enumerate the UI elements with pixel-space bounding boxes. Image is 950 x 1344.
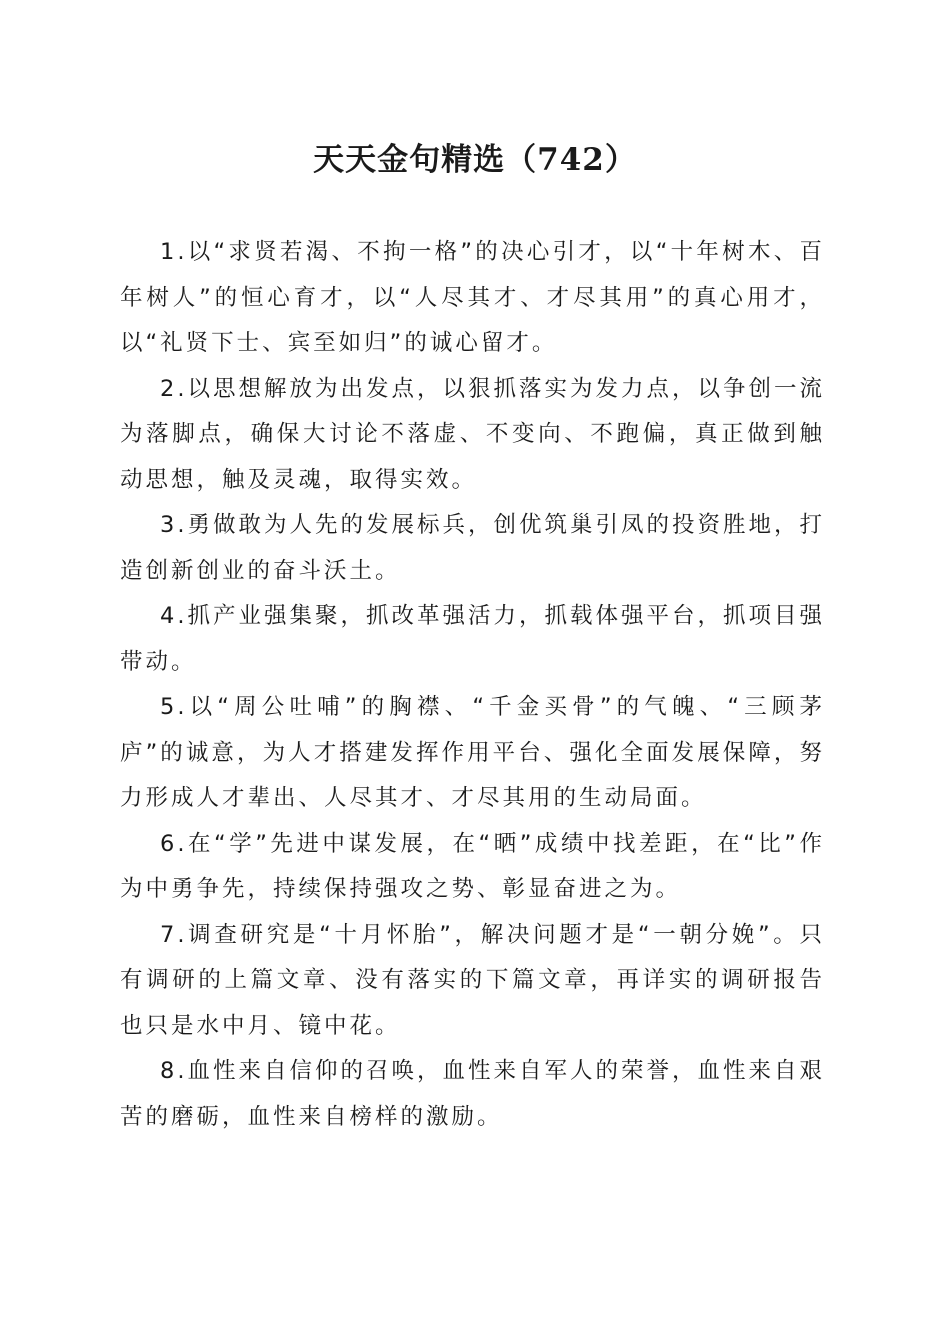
quote-item-1: 1.以“求贤若渴、不拘一格”的决心引才，以“十年树木、百年树人”的恒心育才，以“人尽其才、才尽其用”的真心用才，以“礼贤下士、宾至如归”的诚心留才。 — [120, 239, 825, 356]
quote-item-4: 4.抓产业强集聚，抓改革强活力，抓载体强平台，抓项目强带动。 — [120, 603, 825, 675]
quote-item-7: 7.调查研究是“十月怀胎”，解决问题才是“一朝分娩”。只有调研的上篇文章、没有落实的下篇文章，再详实的调研报告也只是水中月、镜中花。 — [120, 921, 825, 1039]
quote-item-3: 3.勇做敢为人先的发展标兵，创优筑巢引凤的投资胜地，打造创新创业的奋斗沃土。 — [120, 512, 825, 584]
quote-list — [120, 230, 825, 1140]
quote-item-5: 5.以“周公吐哺”的胸襟、“千金买骨”的气魄、“三顾茅庐”的诚意，为人才搭建发挥作用平台、强化全面发展保障，努力形成人才辈出、人尽其才、才尽其用的生动局面。 — [120, 694, 825, 811]
quote-item-8: 8.血性来自信仰的召唤，血性来自军人的荣誉，血性来自艰苦的磨砺，血性来自榜样的激励。 — [120, 1058, 825, 1130]
document-title: 天天金句精选（742） — [313, 142, 637, 178]
quote-item-2: 2.以思想解放为出发点，以狠抓落实为发力点，以争创一流为落脚点，确保大讨论不落虚、不变向、不跑偏，真正做到触动思想，触及灵魂，取得实效。 — [120, 375, 825, 493]
quote-item-6: 6.在“学”先进中谋发展，在“晒”成绩中找差距，在“比”作为中勇争先，持续保持强攻之势、彰显奋进之为。 — [120, 830, 825, 902]
